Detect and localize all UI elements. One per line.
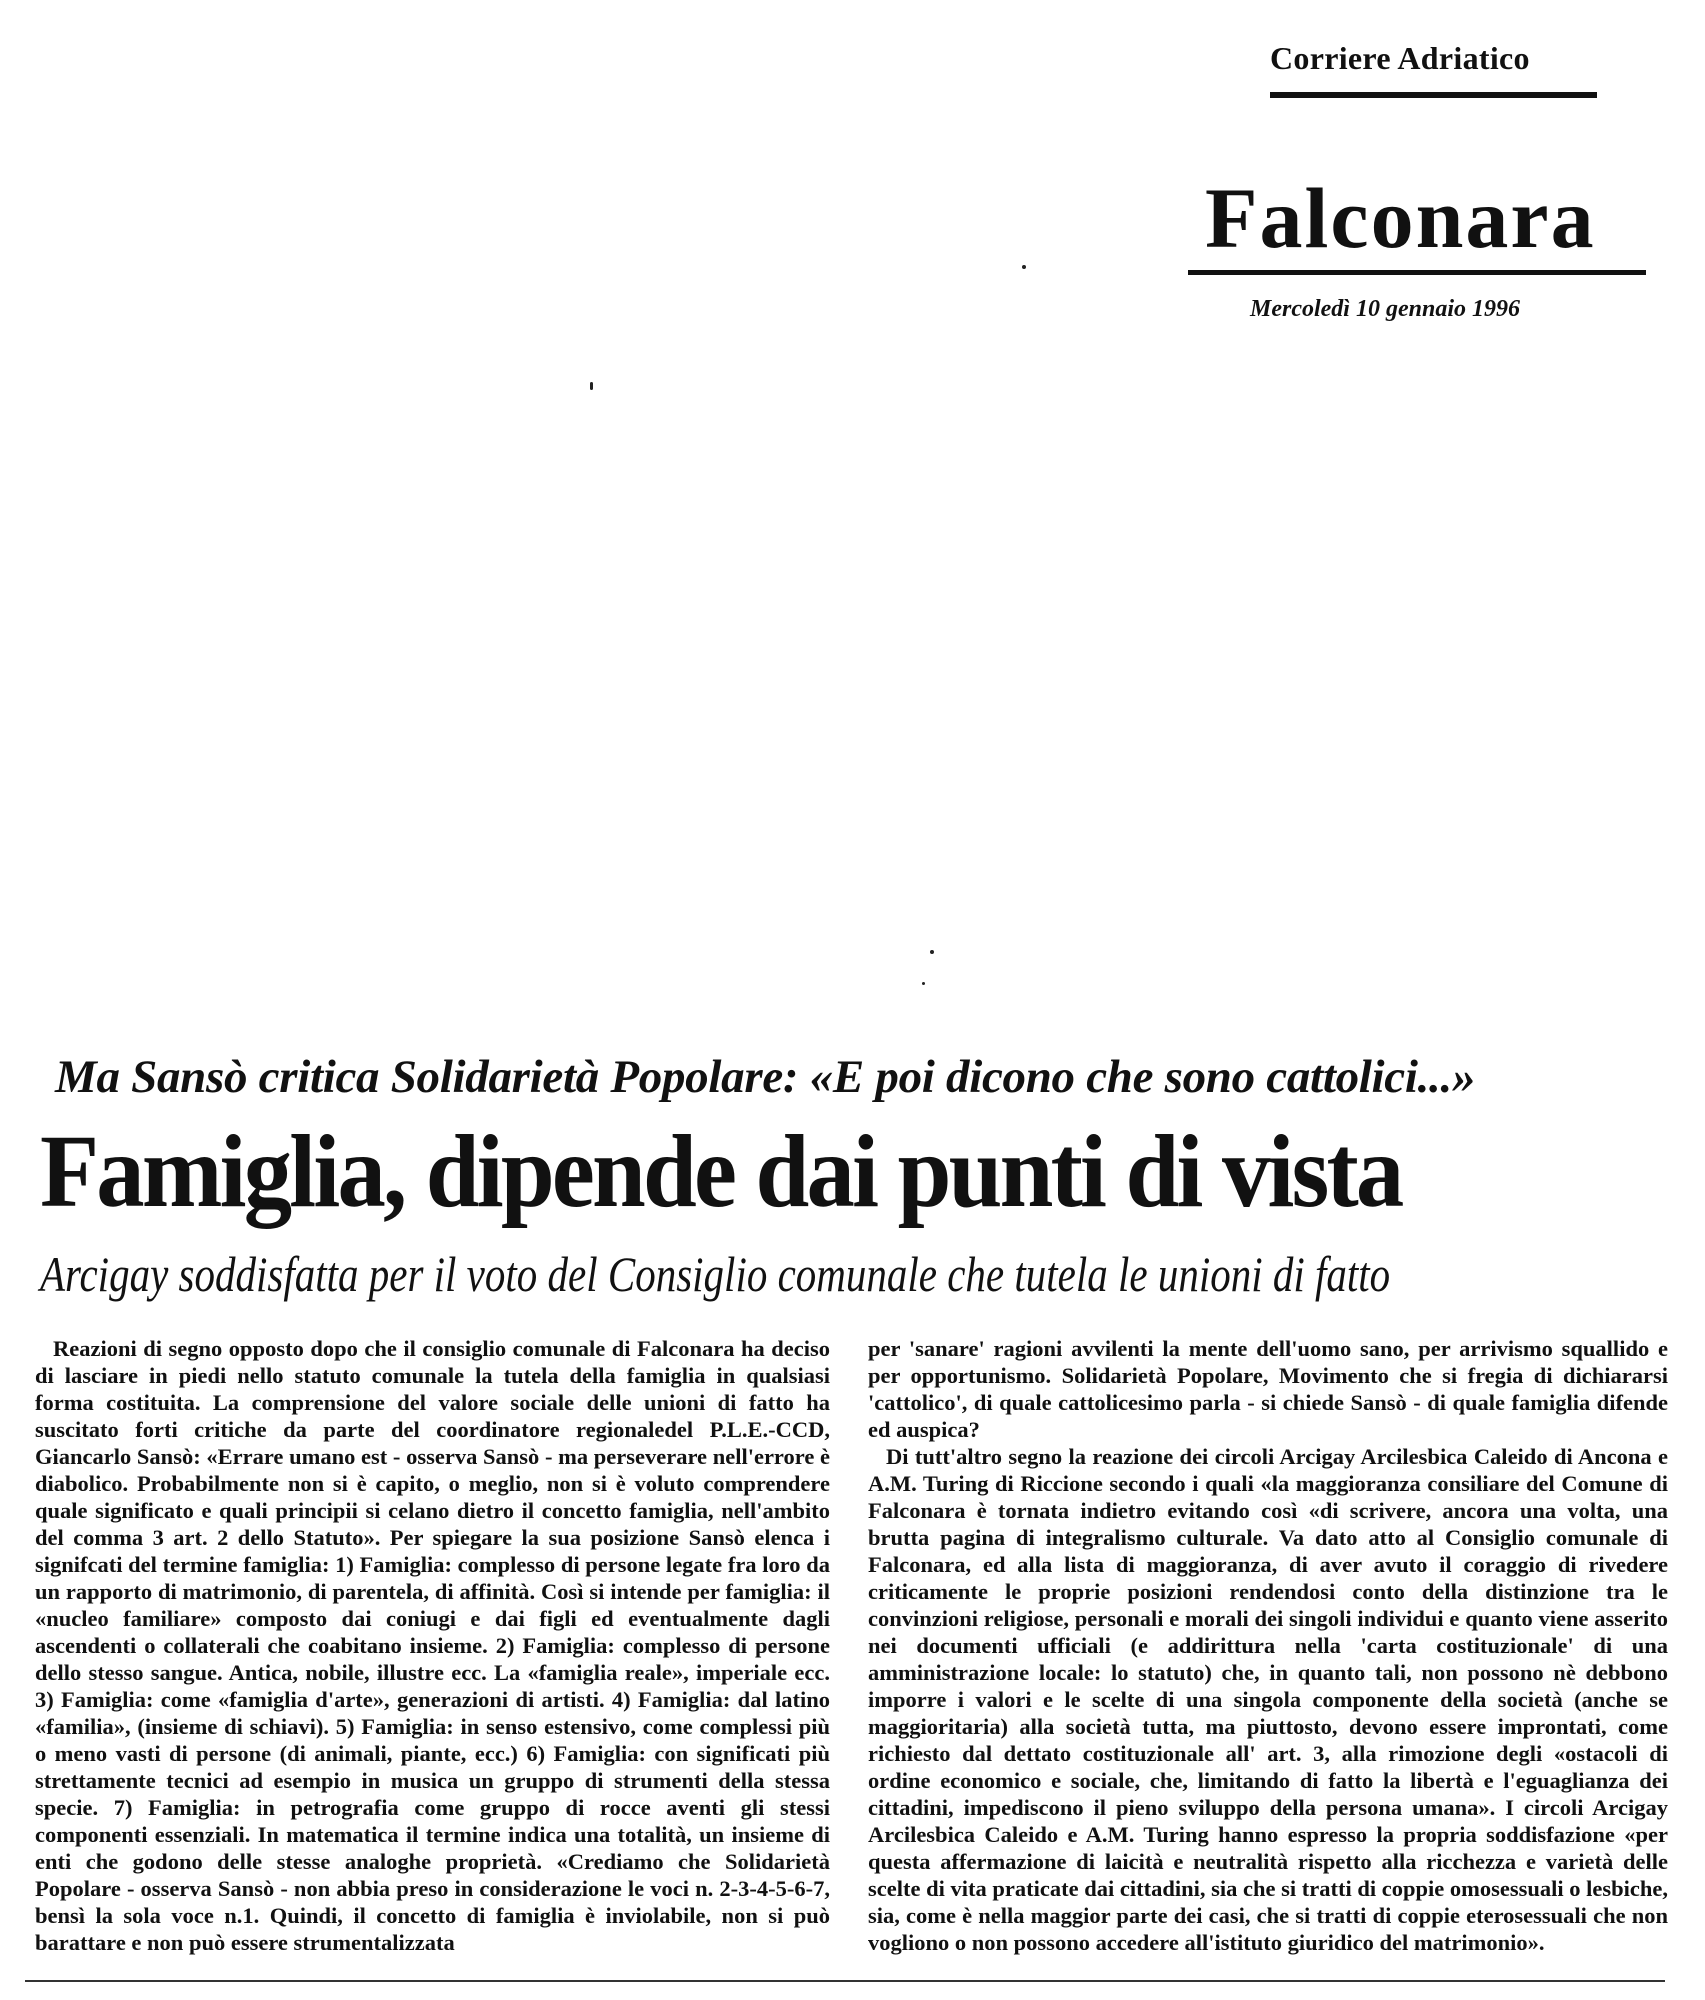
paragraph: per 'sanare' ragioni avvilenti la mente dell'uomo sano, per arrivismo squallido e per opportunismo. Solidarietà Popolare, Movimento che si fregia di dichiararsi 'cattolico', di quale cattolicesimo parla - si chiede Sansò - di quale famiglia difende ed auspica? bbox=[868, 1336, 1668, 1442]
bottom-rule bbox=[25, 1980, 1665, 1982]
publication-date: Mercoledì 10 gennaio 1996 bbox=[1250, 296, 1520, 322]
article-column-right bbox=[868, 1335, 1668, 1956]
masthead-rule bbox=[1270, 92, 1597, 98]
masthead bbox=[1270, 40, 1610, 77]
article-column-left bbox=[35, 1335, 830, 1956]
newspaper-name: Corriere Adriatico bbox=[1270, 40, 1530, 76]
scan-speck bbox=[922, 982, 925, 985]
article-kicker: Ma Sansò critica Solidarietà Popolare: «E poi dicono che sono cattolici...» bbox=[55, 1051, 1476, 1103]
section-title: Falconara bbox=[1205, 170, 1596, 266]
scan-speck bbox=[590, 382, 593, 390]
article-headline: Famiglia, dipende dai punti di vista bbox=[40, 1114, 1402, 1229]
paragraph: Di tutt'altro segno la reazione dei circoli Arcigay Arcilesbica Caleido di Ancona e A.M. Turing di Riccione secondo i quali «la maggioranza consiliare del Comune di Falconara è tornata indietro evitando così «di scrivere, ancora una volta, una brutta pagina di integralismo culturale. Va dato atto al Consiglio comunale di Falconara, ed alla lista di maggioranza, di aver avuto il coraggio di rivedere criticamente le proprie posizioni rendendosi conto della distinzione tra le convinzioni religiose, personali e morali dei singoli individui e quanto viene asserito nei documenti ufficiali (e addirittura nella 'carta costituzionale' di una amministrazione locale: lo statuto) che, in quanto tali, non possono nè debbono imporre i valori e le scelte di una singola componente della società (anche se maggioritaria) alla società tutta, ma piuttosto, devono essere improntati, come richiesto dal dettato costituzionale all' art. 3, alla rimozione degli «ostacoli di ordine economico e sociale, che, limitando di fatto la libertà e l'eguaglianza dei cittadini, impediscono il pieno sviluppo della persona umana». I circoli Arcigay Arcilesbica Caleido e A.M. Turing hanno espresso la propria soddisfazione «per questa affermazione di laicità e neutralità rispetto alla ricchezza e varietà delle scelte di vita praticate dai cittadini, sia che si tratti di coppie omosessuali o lesbiche, sia, come è nella maggior parte dei casi, che si tratti di coppie eterosessuali che non vogliono o non possono accedere all'istituto giuridico del matrimonio». bbox=[868, 1444, 1668, 1955]
paragraph: Reazioni di segno opposto dopo che il consiglio comunale di Falconara ha deciso di lasciare in piedi nello statuto comunale la tutela della famiglia in qualsiasi forma costituita. La comprensione del valore sociale delle unioni di fatto ha suscitato forti critiche da parte del coordinatore regionaledel P.L.E.-CCD, Giancarlo Sansò: «Errare umano est - osserva Sansò - ma perseverare nell'errore è diabolico. Probabilmente non si è capito, o meglio, non si è voluto comprendere quale significato e quali principii si celano dietro il concetto famiglia, nell'ambito del comma 3 art. 2 dello Statuto». Per spiegare la sua posizione Sansò elenca i signifcati del termine famiglia: 1) Famiglia: complesso di persone legate fra loro da un rapporto di matrimonio, di parentela, di affinità. Così si intende per famiglia: il «nucleo familiare» composto dai coniugi e dai figli ed eventualmente dagli ascendenti o collaterali che coabitano insieme. 2) Famiglia: complesso di persone dello stesso sangue. Antica, nobile, illustre ecc. La «famiglia reale», imperiale ecc. 3) Famiglia: come «famiglia d'arte», generazioni di artisti. 4) Famiglia: dal latino «familia», (insieme di schiavi). 5) Famiglia: in senso estensivo, come complessi più o meno vasti di persone (di animali, piante, ecc.) 6) Famiglia: con significati più strettamente tecnici ad esempio in musica un gruppo di strumenti della stessa specie. 7) Famiglia: in petrografia come gruppo di rocce aventi gli stessi componenti essenziali. In matematica il termine indica una totalità, un insieme di enti che godono delle stesse analoghe proprietà. «Crediamo che Solidarietà Popolare - osserva Sansò - non abbia preso in considerazione le voci n. 2-3-4-5-6-7, bensì la sola voce n.1. Quindi, il concetto di famiglia è inviolabile, non si può barattare e non può essere strumentalizzata bbox=[35, 1336, 830, 1955]
article-subheadline: Arcigay soddisfatta per il voto del Consiglio comunale che tutela le unioni di fatto bbox=[40, 1246, 1391, 1302]
scan-speck bbox=[930, 950, 934, 954]
section-rule bbox=[1188, 270, 1646, 275]
scan-speck bbox=[1022, 265, 1026, 269]
